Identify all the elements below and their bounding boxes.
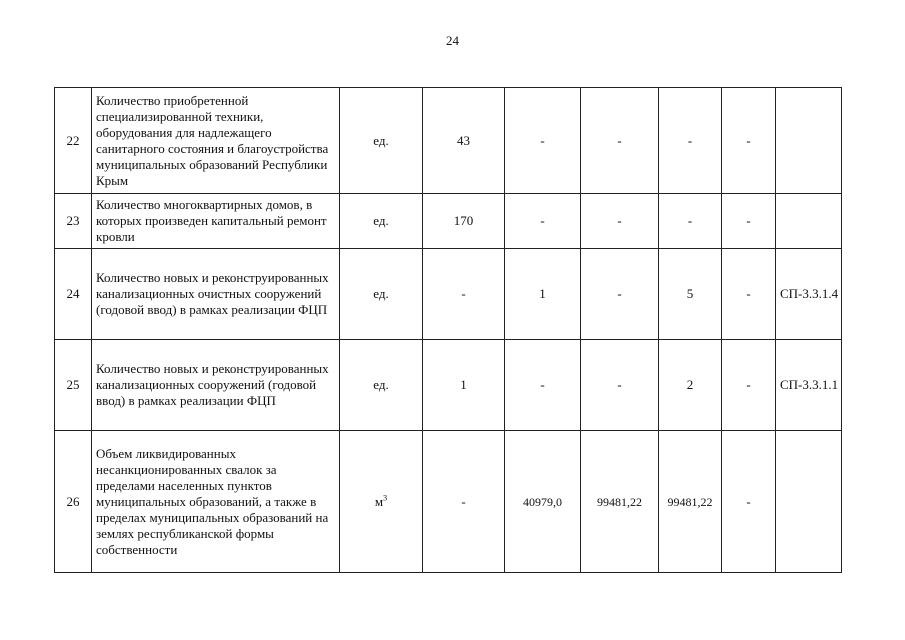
indicator-name: Количество новых и реконструированных канализационных сооружений (годовой ввод) в рамках реализации ФЦП — [92, 340, 340, 431]
value-1: - — [423, 249, 505, 340]
value-4: - — [659, 194, 722, 249]
unit-cell — [340, 88, 423, 194]
value-5: - — [722, 340, 776, 431]
value-1: - — [423, 431, 505, 573]
indicator-name: Количество приобретенной специализированной техники, оборудования для надлежащего санитарного состояния и благоустройства муниципальных образований Республики Крым — [92, 88, 340, 194]
row-number: 25 — [55, 340, 92, 431]
unit: ед. — [373, 213, 389, 228]
unit: м — [374, 493, 384, 509]
value-4: 5 — [659, 249, 722, 340]
row-number: 22 — [55, 88, 92, 194]
table-row — [55, 88, 842, 194]
unit: ед. — [373, 377, 389, 392]
reference — [776, 194, 842, 249]
table-row — [55, 194, 842, 249]
unit-sup: 3 — [383, 493, 388, 503]
value-1: 1 — [423, 340, 505, 431]
reference: СП-3.3.1.1 — [776, 340, 842, 431]
row-number: 26 — [55, 431, 92, 573]
value-5: - — [722, 88, 776, 194]
table-row — [55, 431, 842, 573]
reference: СП-3.3.1.4 — [776, 249, 842, 340]
unit: ед. — [373, 286, 389, 301]
value-3: - — [581, 194, 659, 249]
unit: ед. — [373, 132, 389, 148]
unit-cell — [340, 194, 423, 249]
unit-cell — [340, 340, 423, 431]
indicator-name: Количество новых и реконструированных канализационных очистных сооружений (годовой ввод) в рамках реализации ФЦП — [92, 249, 340, 340]
indicators-table — [54, 87, 842, 573]
value-5: - — [722, 194, 776, 249]
value-5: - — [722, 249, 776, 340]
value-2: - — [505, 340, 581, 431]
unit-cell — [340, 431, 423, 573]
table-row — [55, 340, 842, 431]
value-2: 40979,0 — [505, 431, 581, 573]
indicator-name: Объем ликвидированных несанкционированных свалок за пределами населенных пунктов муниципальных образований, а также в пределах муниципальных образований на землях республиканской формы собственности — [92, 431, 340, 573]
value-2: - — [505, 194, 581, 249]
page-number: 24 — [446, 33, 459, 48]
reference — [776, 431, 842, 573]
reference — [776, 88, 842, 194]
value-2: 1 — [505, 249, 581, 340]
table-row — [55, 249, 842, 340]
value-2: - — [505, 88, 581, 194]
value-5: - — [722, 431, 776, 573]
value-3: 99481,22 — [581, 431, 659, 573]
row-number: 24 — [55, 249, 92, 340]
value-3: - — [581, 340, 659, 431]
indicator-name: Количество многоквартирных домов, в которых произведен капитальный ремонт кровли — [92, 194, 340, 249]
unit-cell — [340, 249, 423, 340]
value-1: 43 — [423, 88, 505, 194]
value-4: - — [659, 88, 722, 194]
value-3: - — [581, 88, 659, 194]
value-3: - — [581, 249, 659, 340]
value-1: 170 — [423, 194, 505, 249]
value-4: 99481,22 — [659, 431, 722, 573]
row-number: 23 — [55, 194, 92, 249]
value-4: 2 — [659, 340, 722, 431]
